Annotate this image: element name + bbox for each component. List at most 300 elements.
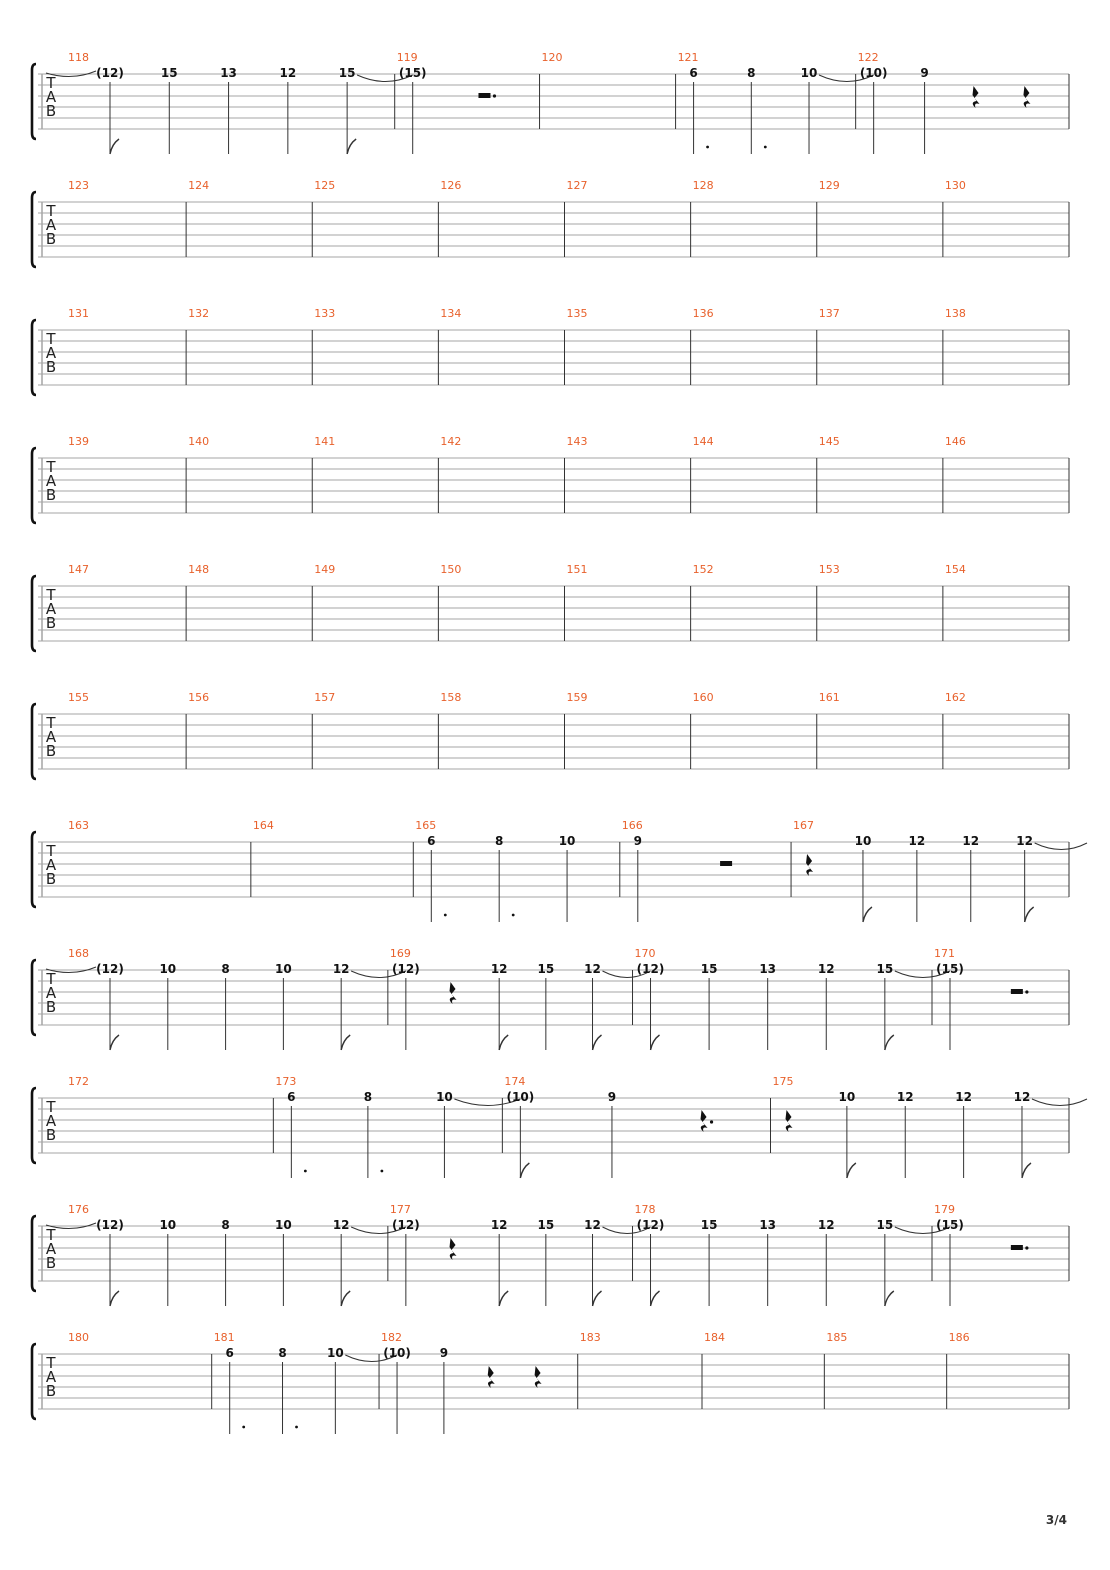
measure-number: 137 — [818, 307, 840, 320]
measure — [397, 51, 540, 154]
measure-number: 147 — [68, 563, 89, 576]
measure-number: 125 — [314, 179, 336, 192]
measure-number: 156 — [188, 691, 210, 704]
tab-clef-letter: B — [45, 486, 57, 504]
measure — [826, 1331, 946, 1409]
measure — [68, 691, 186, 769]
measure-number: 120 — [541, 51, 563, 64]
measure — [314, 563, 438, 641]
measure-number: 163 — [68, 819, 89, 832]
fret-number: (12) — [636, 962, 665, 976]
fret-number: 15 — [338, 66, 356, 80]
system-bracket — [32, 192, 36, 267]
measure-number: 160 — [692, 691, 714, 704]
tab-clef-letter: T — [46, 458, 56, 476]
tab-clef-letter: A — [45, 1240, 57, 1258]
measure-number: 158 — [440, 691, 462, 704]
measure — [693, 563, 817, 641]
measure — [934, 947, 1069, 1050]
measure-number: 159 — [566, 691, 588, 704]
fret-number: 12 — [279, 66, 297, 80]
fret-number: (10) — [506, 1090, 535, 1104]
fret-number: 12 — [817, 1218, 835, 1232]
measure-number: 181 — [213, 1331, 235, 1344]
measure — [68, 179, 186, 257]
measure — [214, 1331, 397, 1434]
staff-system — [32, 307, 1069, 395]
tab-clef-letter: A — [45, 984, 57, 1002]
note-flag — [651, 1035, 660, 1050]
note-flag — [1022, 1163, 1031, 1178]
fret-number: 10 — [800, 66, 818, 80]
fret-number: 15 — [700, 1218, 718, 1232]
measure — [567, 307, 691, 385]
note-flag — [885, 1035, 894, 1050]
fret-number: 10 — [275, 962, 292, 976]
measure — [188, 179, 312, 257]
measure — [945, 435, 1069, 513]
fret-number: 6 — [287, 1090, 296, 1104]
staff-system — [32, 1331, 1069, 1434]
quarter-rest — [450, 1238, 457, 1260]
tab-clef-letter: T — [46, 970, 56, 988]
measure-number: 143 — [566, 435, 588, 448]
measure — [314, 435, 438, 513]
duration-dot — [512, 914, 515, 917]
measure — [693, 691, 817, 769]
measure-number: 171 — [933, 947, 955, 960]
measure — [440, 307, 564, 385]
measure-number: 119 — [396, 51, 418, 64]
fret-number: 13 — [759, 1218, 777, 1232]
measure-number: 142 — [440, 435, 462, 448]
fret-number: 10 — [159, 962, 177, 976]
measure-number: 133 — [314, 307, 336, 320]
measure-number: 185 — [826, 1331, 848, 1344]
system-bracket — [32, 576, 36, 651]
measure — [68, 1331, 212, 1409]
fret-number: 15 — [876, 1218, 894, 1232]
measure — [819, 307, 943, 385]
system-bracket — [32, 64, 36, 139]
measure — [68, 307, 186, 385]
measure-number: 162 — [944, 691, 966, 704]
half-rest — [720, 861, 732, 866]
tab-clef-letter: B — [45, 614, 57, 632]
system-bracket — [32, 320, 36, 395]
measure — [440, 563, 564, 641]
fret-number: 12 — [896, 1090, 914, 1104]
note-flag — [863, 907, 872, 922]
measure-number: 183 — [579, 1331, 601, 1344]
half-rest — [1011, 989, 1023, 994]
fret-number: 8 — [363, 1090, 373, 1104]
tab-clef-letter: A — [45, 856, 57, 874]
measure-number: 121 — [677, 51, 699, 64]
duration-dot — [380, 1170, 383, 1173]
measure-number: 169 — [389, 947, 411, 960]
fret-number: (10) — [383, 1346, 411, 1360]
measure — [188, 691, 312, 769]
note-flag — [651, 1291, 660, 1306]
note-flag — [347, 139, 356, 154]
quarter-rest — [786, 1110, 793, 1132]
fret-number: 15 — [160, 66, 178, 80]
fret-number: 15 — [876, 962, 894, 976]
fret-number: 6 — [689, 66, 698, 80]
measure-number: 139 — [68, 435, 89, 448]
measure — [693, 179, 817, 257]
measure-number: 118 — [68, 51, 89, 64]
measure — [819, 435, 943, 513]
measure — [945, 307, 1069, 385]
system-bracket — [32, 960, 36, 1035]
measure — [253, 819, 413, 897]
fret-number: 10 — [159, 1218, 177, 1232]
note-flag — [885, 1291, 894, 1306]
measure-number: 129 — [818, 179, 840, 192]
note-flag — [341, 1291, 350, 1306]
measure — [567, 691, 691, 769]
measure-number: 174 — [504, 1075, 526, 1088]
measure-number: 186 — [948, 1331, 970, 1344]
quarter-rest — [806, 854, 813, 876]
tab-clef-letter: B — [45, 1382, 57, 1400]
tab-clef-letter: T — [46, 1354, 56, 1372]
measure — [188, 435, 312, 513]
measure-number: 138 — [944, 307, 966, 320]
fret-number: 12 — [332, 962, 350, 976]
tab-clef-letter: B — [45, 1254, 57, 1272]
measure-number: 170 — [634, 947, 656, 960]
page-number: 3/4 — [1045, 1513, 1067, 1527]
measure — [567, 179, 691, 257]
measure — [934, 1203, 1069, 1306]
tab-clef-letter: T — [46, 330, 56, 348]
fret-number: (12) — [96, 962, 124, 976]
measure-number: 161 — [818, 691, 840, 704]
fret-number: 9 — [920, 66, 929, 80]
fret-number: (12) — [392, 1218, 420, 1232]
fret-number: 15 — [537, 962, 555, 976]
tab-clef-letter: T — [46, 586, 56, 604]
fret-number: 13 — [220, 66, 237, 80]
fret-number: (12) — [96, 1218, 124, 1232]
fret-number: 9 — [607, 1090, 617, 1104]
measure-number: 152 — [692, 563, 714, 576]
half-rest — [478, 93, 490, 98]
measure — [622, 819, 791, 922]
measure — [390, 947, 651, 1050]
measure-number: 149 — [314, 563, 336, 576]
measure — [68, 819, 251, 897]
tab-clef-letter: A — [45, 344, 57, 362]
measure-number: 178 — [634, 1203, 656, 1216]
note-flag — [110, 1291, 119, 1306]
measure-number: 167 — [793, 819, 815, 832]
fret-number: 10 — [436, 1090, 453, 1104]
measure — [793, 819, 1087, 922]
measure — [46, 947, 406, 1050]
quarter-rest — [1023, 86, 1030, 108]
fret-number: 15 — [537, 1218, 555, 1232]
measure-number: 124 — [188, 179, 210, 192]
fret-number: 10 — [854, 834, 872, 848]
fret-number: (10) — [859, 66, 888, 80]
note-flag — [520, 1163, 529, 1178]
tab-clef-letter: T — [46, 202, 56, 220]
measure-number: 151 — [566, 563, 588, 576]
rest-dot — [493, 94, 496, 97]
duration-dot — [304, 1170, 307, 1173]
systems-layer — [32, 51, 1087, 1434]
fret-number: 9 — [439, 1346, 449, 1360]
fret-number: 12 — [955, 1090, 972, 1104]
measure — [504, 1075, 770, 1178]
measure-number: 132 — [188, 307, 210, 320]
measure-number: 176 — [68, 1203, 89, 1216]
tab-clef-letter: A — [45, 728, 57, 746]
fret-number: 8 — [278, 1346, 287, 1360]
measure — [68, 435, 186, 513]
system-bracket — [32, 448, 36, 523]
tab-clef-letter: B — [45, 870, 57, 888]
tab-clef-letter: B — [45, 102, 57, 120]
measure — [46, 1203, 406, 1306]
measure — [580, 1331, 702, 1409]
measure-number: 122 — [857, 51, 879, 64]
measure-number: 155 — [68, 691, 89, 704]
fret-number: 15 — [700, 962, 718, 976]
measure-number: 134 — [440, 307, 462, 320]
note-flag — [499, 1035, 508, 1050]
tab-clef-letter: A — [45, 88, 57, 106]
tab-clef-letter: A — [45, 600, 57, 618]
staff-system — [32, 691, 1069, 779]
tab-clef-letter: T — [46, 714, 56, 732]
measure — [314, 307, 438, 385]
tab-clef-letter: B — [45, 1126, 57, 1144]
measure-number: 136 — [692, 307, 714, 320]
measure — [68, 1075, 273, 1153]
measure-number: 144 — [692, 435, 714, 448]
fret-number: 8 — [221, 962, 230, 976]
tab-clef-letter: A — [45, 1368, 57, 1386]
note-flag — [499, 1291, 508, 1306]
measure-number: 172 — [68, 1075, 89, 1088]
measure-number: 153 — [818, 563, 840, 576]
measure — [314, 691, 438, 769]
rest-dot — [710, 1120, 713, 1123]
note-flag — [341, 1035, 350, 1050]
measure — [275, 1075, 520, 1178]
rest-dot — [1025, 990, 1028, 993]
fret-number: 12 — [490, 1218, 508, 1232]
fret-number: 12 — [332, 1218, 350, 1232]
tab-clef-letter: B — [45, 998, 57, 1016]
measure-number: 166 — [621, 819, 643, 832]
fret-number: 13 — [759, 962, 777, 976]
fret-number: 10 — [838, 1090, 856, 1104]
tab-clef-letter: T — [46, 842, 56, 860]
measure-number: 140 — [188, 435, 210, 448]
fret-number: 10 — [326, 1346, 344, 1360]
measure-number: 145 — [818, 435, 840, 448]
measure — [819, 691, 943, 769]
measure-number: 182 — [381, 1331, 403, 1344]
system-bracket — [32, 1344, 36, 1419]
fret-number: (12) — [96, 66, 124, 80]
system-bracket — [32, 832, 36, 907]
fret-number: (15) — [398, 66, 427, 80]
staff-system — [32, 563, 1069, 651]
fret-number: (15) — [936, 962, 964, 976]
fret-number: 12 — [490, 962, 508, 976]
measure — [945, 563, 1069, 641]
measure-number: 154 — [944, 563, 966, 576]
measure-number: 130 — [944, 179, 966, 192]
fret-number: 12 — [817, 962, 835, 976]
measure — [819, 179, 943, 257]
measure-number: 164 — [252, 819, 274, 832]
quarter-rest — [973, 86, 980, 108]
fret-number: 10 — [275, 1218, 292, 1232]
measure — [949, 1331, 1069, 1409]
note-flag — [593, 1291, 602, 1306]
fret-number: 12 — [584, 1218, 601, 1232]
fret-number: 12 — [584, 962, 601, 976]
measure-number: 177 — [389, 1203, 411, 1216]
quarter-rest — [535, 1366, 542, 1388]
fret-number: 12 — [962, 834, 980, 848]
measure — [567, 435, 691, 513]
quarter-rest — [488, 1366, 495, 1388]
measure — [678, 51, 874, 154]
staff-system — [32, 819, 1087, 922]
measure — [567, 563, 691, 641]
measure — [440, 179, 564, 257]
staff-system — [32, 1075, 1087, 1178]
measure — [693, 307, 817, 385]
measure-number: 175 — [772, 1075, 794, 1088]
measure — [945, 179, 1069, 257]
measure — [542, 51, 676, 129]
fret-number: (12) — [636, 1218, 665, 1232]
measure-number: 135 — [566, 307, 588, 320]
measure — [46, 51, 413, 154]
quarter-rest — [701, 1110, 708, 1132]
fret-number: 10 — [558, 834, 576, 848]
measure-number: 123 — [68, 179, 89, 192]
measure — [945, 691, 1069, 769]
measure-number: 184 — [704, 1331, 726, 1344]
measure-number: 150 — [440, 563, 462, 576]
tab-clef-letter: B — [45, 742, 57, 760]
measure — [773, 1075, 1087, 1178]
fret-number: 6 — [427, 834, 436, 848]
fret-number: 12 — [1016, 834, 1034, 848]
tab-clef-letter: B — [45, 358, 57, 376]
measure — [188, 307, 312, 385]
duration-dot — [295, 1426, 298, 1429]
duration-dot — [242, 1426, 245, 1429]
measure-number: 173 — [275, 1075, 297, 1088]
measure — [635, 947, 950, 1050]
measure-number: 180 — [68, 1331, 89, 1344]
measure-number: 148 — [188, 563, 210, 576]
tie-arc — [1032, 1099, 1087, 1106]
measure — [704, 1331, 824, 1409]
fret-number: 6 — [225, 1346, 234, 1360]
measure-number: 141 — [314, 435, 336, 448]
fret-number: 9 — [633, 834, 642, 848]
measure — [415, 819, 619, 922]
tab-clef-letter: A — [45, 472, 57, 490]
note-flag — [847, 1163, 856, 1178]
tab-clef-letter: T — [46, 74, 56, 92]
duration-dot — [706, 146, 709, 149]
system-bracket — [32, 704, 36, 779]
measure-number: 157 — [314, 691, 336, 704]
quarter-rest — [450, 982, 457, 1004]
staff-system — [32, 947, 1069, 1050]
measure — [188, 563, 312, 641]
fret-number: (15) — [936, 1218, 964, 1232]
fret-number: 12 — [908, 834, 926, 848]
staff-system — [32, 435, 1069, 523]
measure — [440, 691, 564, 769]
staff-system — [32, 179, 1069, 267]
rest-dot — [1025, 1246, 1028, 1249]
duration-dot — [764, 146, 767, 149]
tab-clef-letter: T — [46, 1098, 56, 1116]
note-flag — [593, 1035, 602, 1050]
fret-number: 8 — [495, 834, 504, 848]
tab-clef-letter: A — [45, 1112, 57, 1130]
note-flag — [110, 1035, 119, 1050]
measure — [68, 563, 186, 641]
tie-arc — [1035, 843, 1087, 850]
measure-number: 126 — [440, 179, 462, 192]
staff-system — [32, 1203, 1069, 1306]
measure — [858, 51, 1069, 154]
measure — [314, 179, 438, 257]
note-flag — [110, 139, 119, 154]
measure-number: 165 — [415, 819, 437, 832]
measure — [381, 1331, 578, 1434]
fret-number: 8 — [221, 1218, 230, 1232]
system-bracket — [32, 1216, 36, 1291]
measure-number: 179 — [933, 1203, 955, 1216]
measure-number: 131 — [68, 307, 89, 320]
tab-clef-letter: B — [45, 230, 57, 248]
measure-number: 128 — [692, 179, 714, 192]
duration-dot — [444, 914, 447, 917]
measure — [819, 563, 943, 641]
note-flag — [1025, 907, 1034, 922]
system-bracket — [32, 1088, 36, 1163]
measure — [440, 435, 564, 513]
staff-system — [32, 51, 1069, 154]
measure — [635, 1203, 950, 1306]
measure-number: 146 — [944, 435, 966, 448]
measure-number: 127 — [566, 179, 588, 192]
fret-number: 12 — [1013, 1090, 1031, 1104]
measure-number: 168 — [68, 947, 89, 960]
tab-clef-letter: A — [45, 216, 57, 234]
measure — [390, 1203, 651, 1306]
half-rest — [1011, 1245, 1023, 1250]
